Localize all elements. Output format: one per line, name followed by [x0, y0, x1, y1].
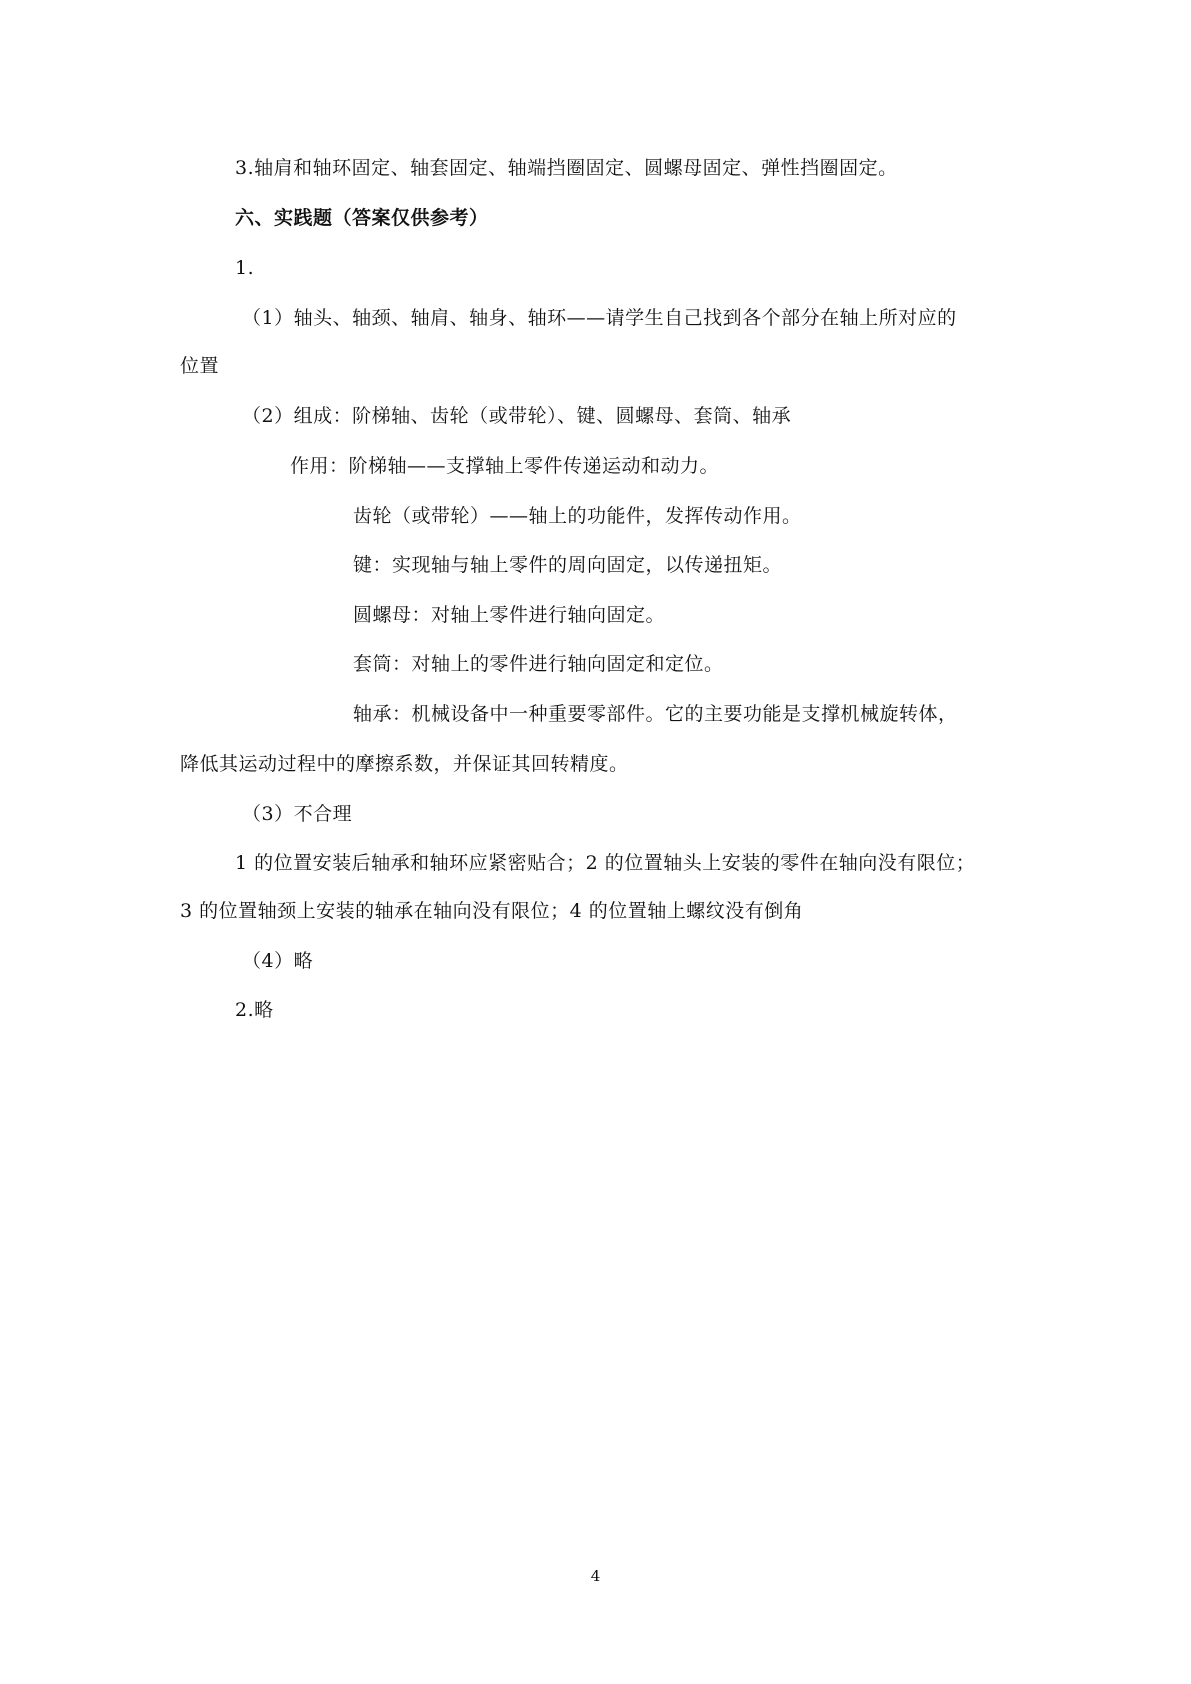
item-2-function-key: 键：实现轴与轴上零件的周向固定，以传递扭矩。: [353, 554, 783, 576]
item-3-reason-line-2: 3 的位置轴颈上安装的轴承在轴向没有限位；4 的位置轴上螺纹没有倒角: [180, 900, 804, 922]
item-2-function-gear: 齿轮（或带轮）——轴上的功能件，发挥传动作用。: [353, 505, 802, 527]
question-2-text: 2.略: [235, 999, 274, 1021]
section-heading-practice: 六、实践题（答案仅供参考）: [235, 207, 489, 229]
item-2-composition: （2）组成：阶梯轴、齿轮（或带轮）、键、圆螺母、套筒、轴承: [242, 405, 792, 427]
item-1-text: （1）轴头、轴颈、轴肩、轴身、轴环——请学生自己找到各个部分在轴上所对应的: [242, 307, 957, 329]
item-1-continuation: 位置: [180, 355, 220, 377]
item-4-text: （4）略: [242, 950, 314, 972]
item-2-function-sleeve: 套筒：对轴上的零件进行轴向固定和定位。: [353, 653, 724, 675]
page-number: 4: [590, 1567, 601, 1585]
item-2-function-shaft: 作用：阶梯轴——支撑轴上零件传递运动和动力。: [290, 455, 720, 477]
item-2-function-bearing: 轴承：机械设备中一种重要零部件。它的主要功能是支撑机械旋转体，: [353, 703, 958, 725]
item-3-reason-line-1: 1 的位置安装后轴承和轴环应紧密贴合；2 的位置轴头上安装的零件在轴向没有限位；: [235, 852, 976, 874]
item-2-function-nut: 圆螺母：对轴上零件进行轴向固定。: [353, 604, 666, 626]
item-3-text: （3）不合理: [242, 803, 353, 825]
question-1-number: 1.: [235, 257, 255, 279]
item-2-bearing-continuation: 降低其运动过程中的摩擦系数，并保证其回转精度。: [180, 753, 629, 775]
answer-3-text: 3.轴肩和轴环固定、轴套固定、轴端挡圈固定、圆螺母固定、弹性挡圈固定。: [235, 157, 898, 179]
